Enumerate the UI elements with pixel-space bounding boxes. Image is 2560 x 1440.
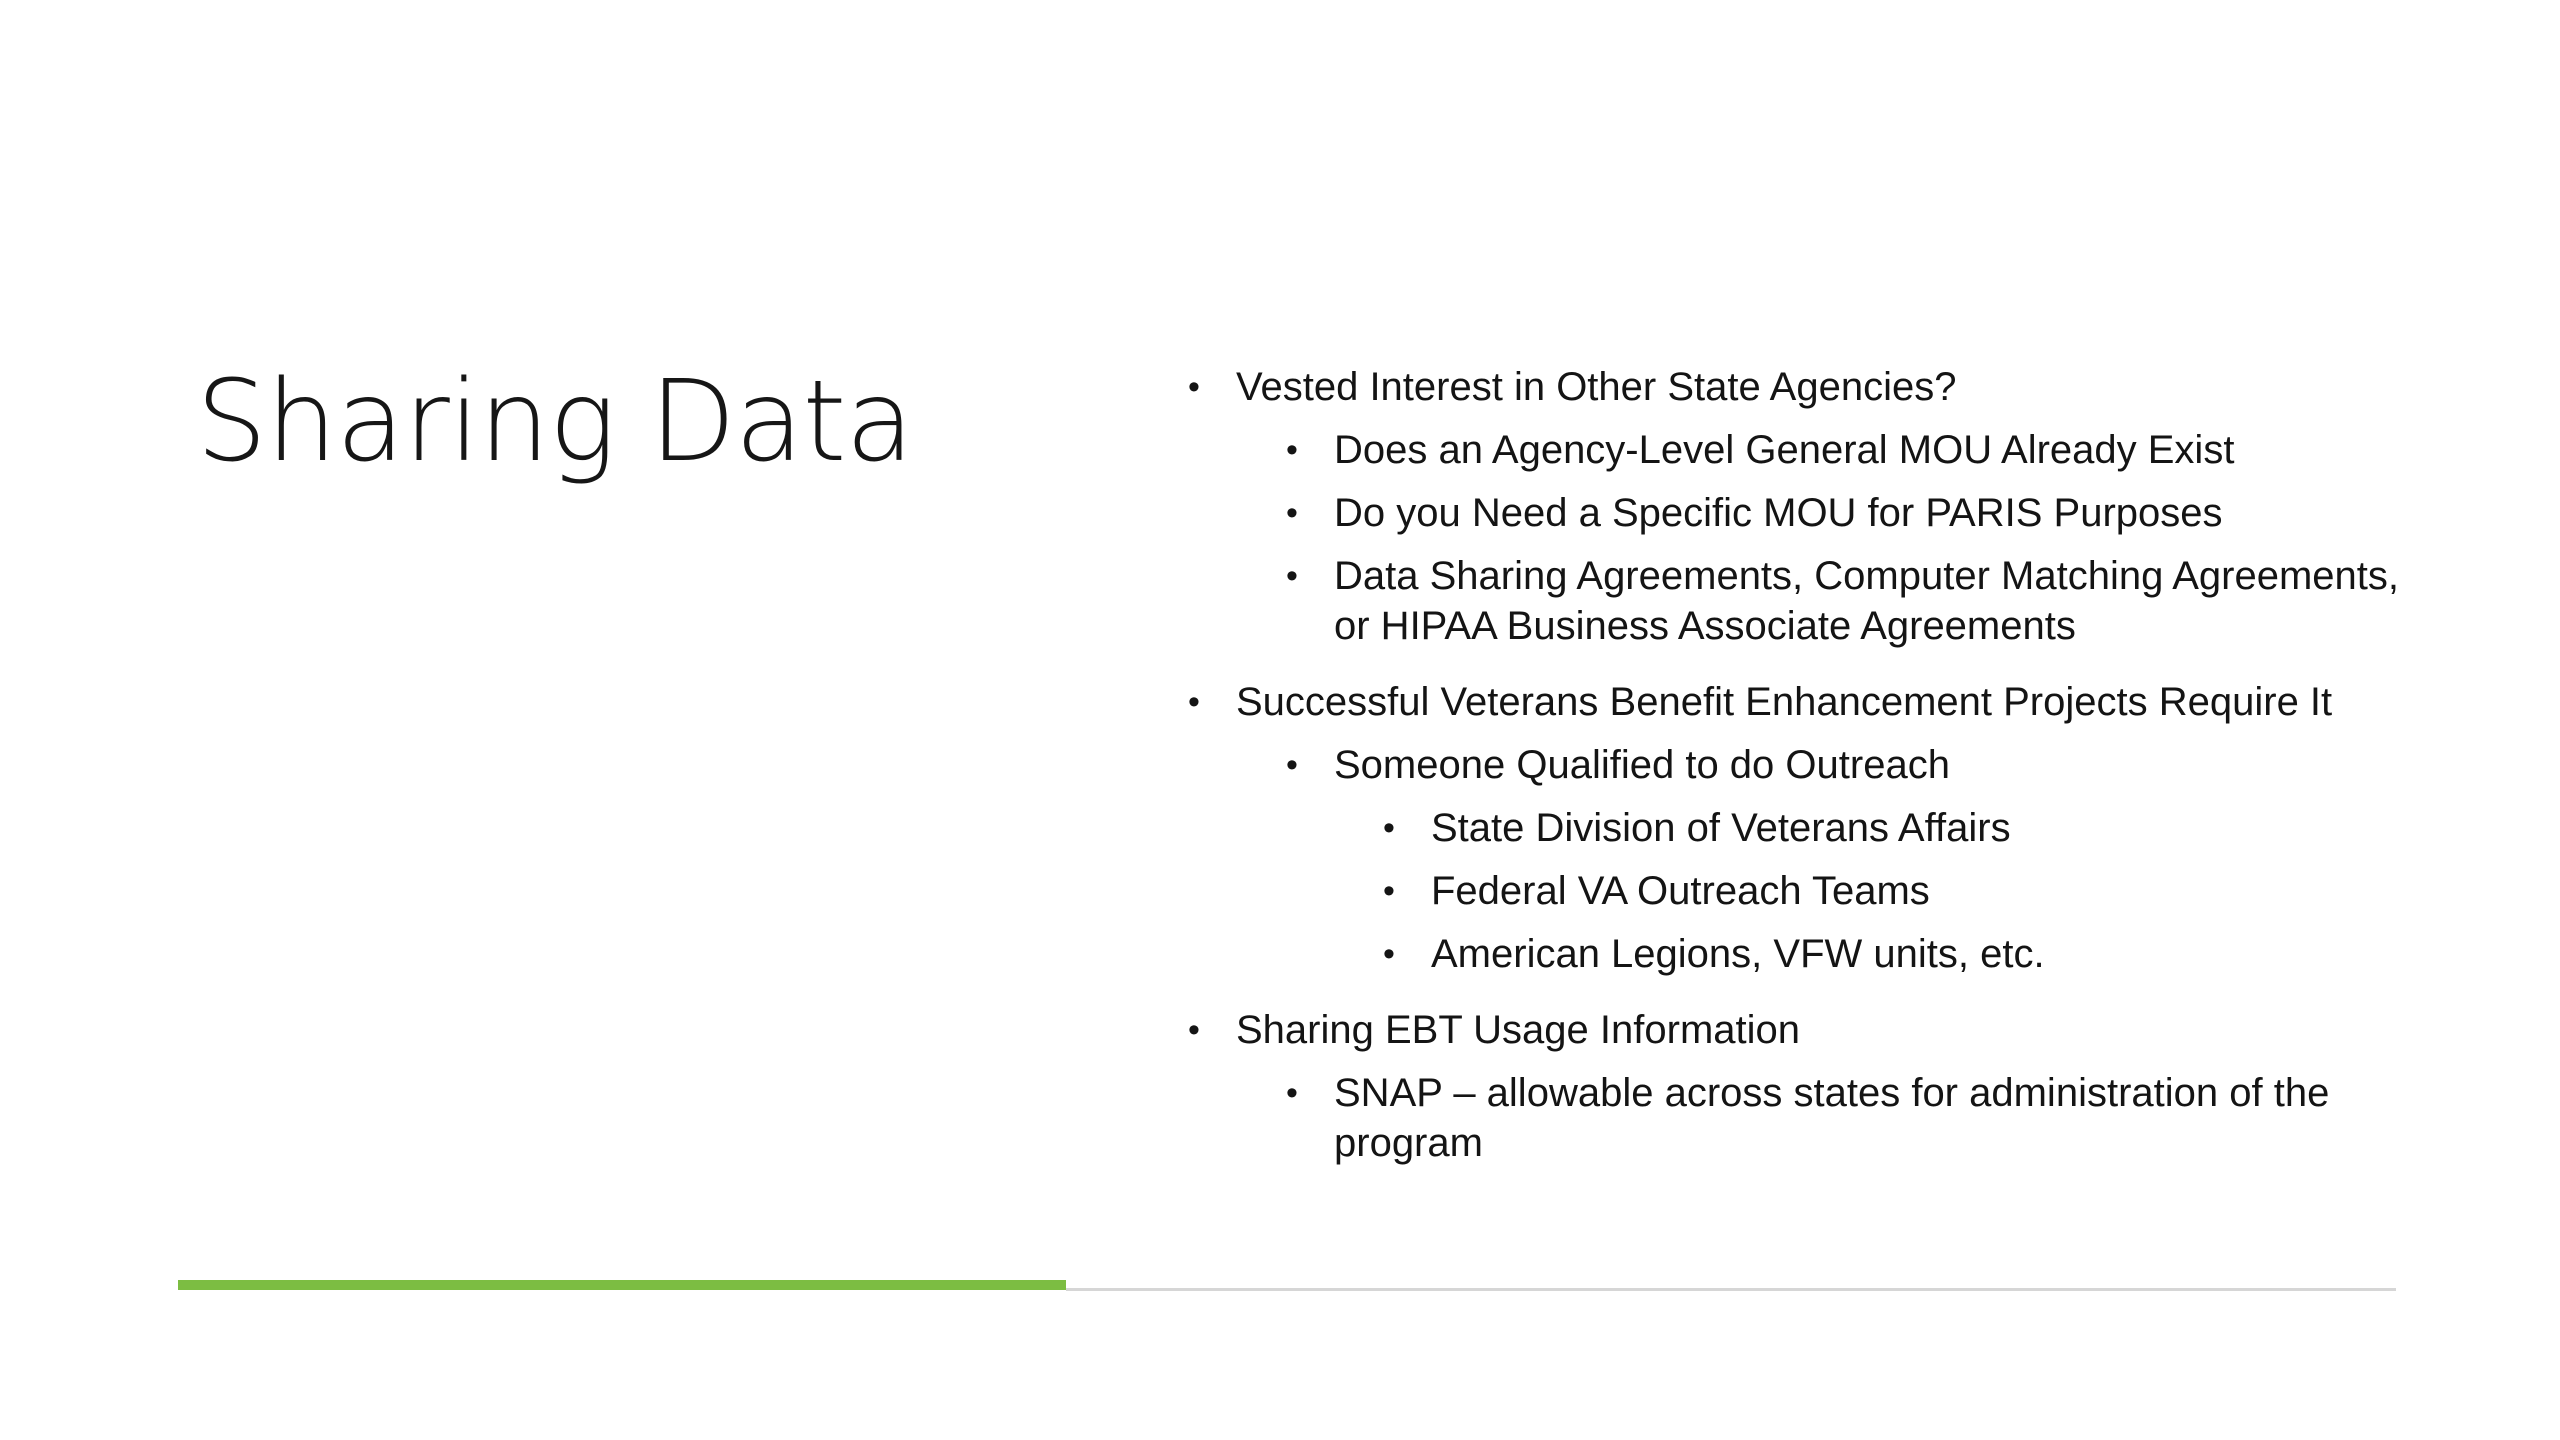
bullet-item [1188, 1005, 2410, 1055]
bullet-item [1383, 866, 2410, 916]
bullet-dot: • [1286, 494, 1298, 532]
bullet-text: Federal VA Outreach Teams [1431, 869, 1930, 913]
bullet-item [1286, 1068, 2410, 1168]
bullet-text: Does an Agency-Level General MOU Already Exist [1334, 428, 2235, 472]
bullet-dot: • [1188, 683, 1200, 721]
bullet-text: Sharing EBT Usage Information [1236, 1008, 1801, 1052]
bullet-text: State Division of Veterans Affairs [1431, 806, 2011, 850]
slide-body [1180, 362, 2410, 1168]
bullet-dot: • [1188, 1011, 1200, 1049]
bullet-dot: • [1286, 1074, 1298, 1112]
accent-rule [178, 1280, 1066, 1290]
bullet-text: Do you Need a Specific MOU for PARIS Purposes [1334, 491, 2223, 535]
bullet-list [1180, 362, 2410, 1168]
bullet-text: SNAP – allowable across states for administration of the program [1334, 1071, 2330, 1165]
bullet-dot: • [1383, 872, 1395, 910]
bullet-text: Vested Interest in Other State Agencies? [1236, 365, 1957, 409]
bullet-item [1286, 740, 2410, 790]
bullet-dot: • [1286, 746, 1298, 784]
bullet-item [1286, 551, 2410, 651]
divider-rule [1066, 1288, 2396, 1291]
bullet-dot: • [1383, 809, 1395, 847]
bullet-item [1383, 929, 2410, 979]
bullet-text: American Legions, VFW units, etc. [1431, 932, 2045, 976]
bullet-text: Successful Veterans Benefit Enhancement Projects Require It [1236, 680, 2333, 724]
bullet-dot: • [1188, 368, 1200, 406]
bullet-item [1286, 488, 2410, 538]
slide-title: Sharing Data [196, 357, 914, 487]
bullet-text: Data Sharing Agreements, Computer Matching Agreements, or HIPAA Business Associate Agreements [1334, 554, 2399, 648]
bullet-dot: • [1383, 935, 1395, 973]
bullet-item [1188, 362, 2410, 412]
bullet-item [1286, 425, 2410, 475]
bullet-item [1188, 677, 2410, 727]
bullet-dot: • [1286, 431, 1298, 469]
bullet-dot: • [1286, 557, 1298, 595]
bullet-item [1383, 803, 2410, 853]
bullet-text: Someone Qualified to do Outreach [1334, 743, 1950, 787]
